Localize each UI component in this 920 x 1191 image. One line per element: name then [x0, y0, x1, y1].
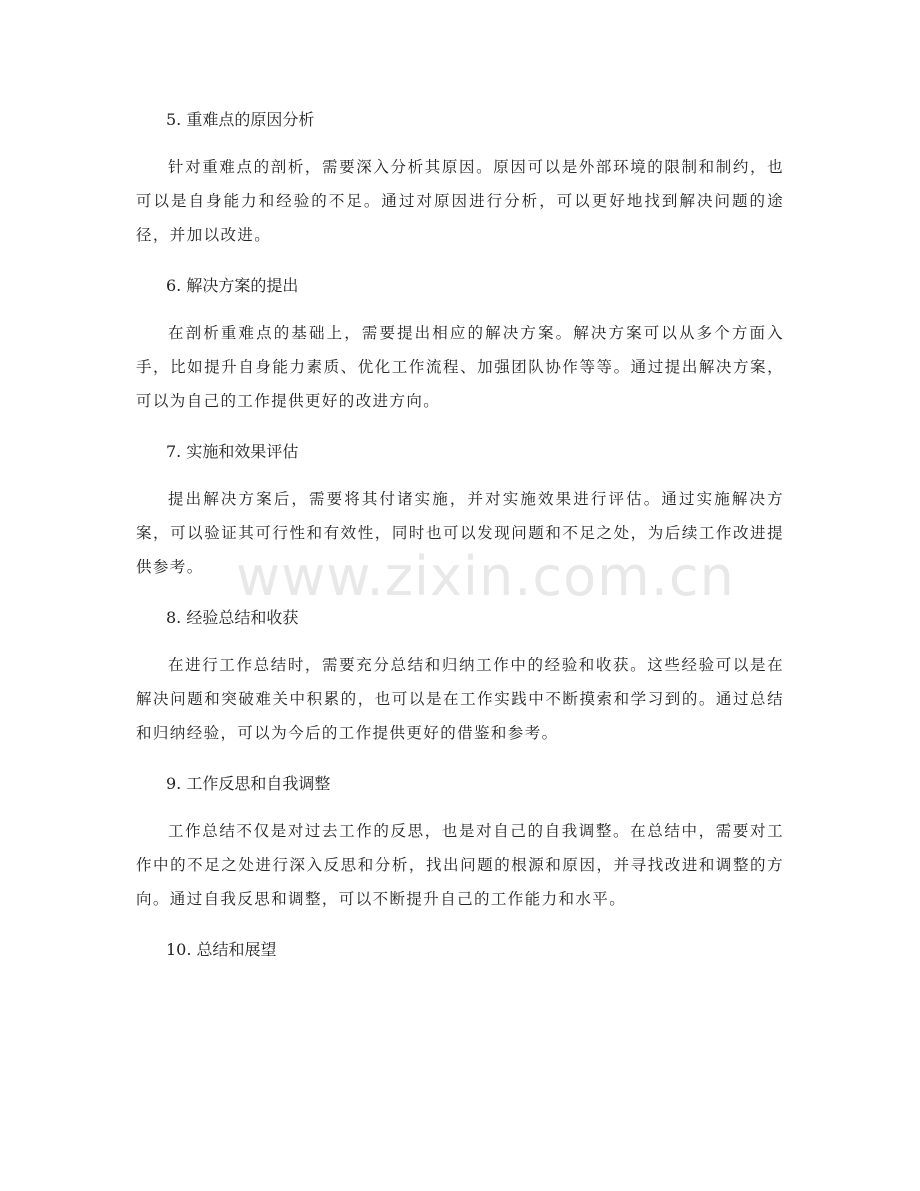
section-paragraph-9: 工作总结不仅是对过去工作的反思，也是对自己的自我调整。在总结中，需要对工作中的不足之处进行深入反思和分析，找出问题的根源和原因，并寻找改进和调整的方向。通过自我反思和调整，可以不断提升自己的工作能力和水平。	[136, 822, 784, 908]
section-heading-7: 7. 实施和效果评估	[166, 442, 299, 461]
section-heading-10: 10. 总结和展望	[166, 940, 277, 959]
section-paragraph-6: 在剖析重难点的基础上，需要提出相应的解决方案。解决方案可以从多个方面入手，比如提升自身能力素质、优化工作流程、加强团队协作等等。通过提出解决方案，可以为自己的工作提供更好的改进方向。	[136, 324, 784, 410]
section-heading-5: 5. 重难点的原因分析	[166, 110, 315, 129]
section-paragraph-7: 提出解决方案后，需要将其付诸实施，并对实施效果进行评估。通过实施解决方案，可以验证其可行性和有效性，同时也可以发现问题和不足之处，为后续工作改进提供参考。	[136, 490, 784, 576]
section-heading-8: 8. 经验总结和收获	[166, 608, 299, 627]
watermark-text: www.zixin.com.cn	[236, 545, 735, 608]
document-body	[136, 104, 784, 980]
section-heading-6: 6. 解决方案的提出	[166, 276, 299, 295]
section-paragraph-5: 针对重难点的剖析，需要深入分析其原因。原因可以是外部环境的限制和制约，也可以是自身能力和经验的不足。通过对原因进行分析，可以更好地找到解决问题的途径，并加以改进。	[136, 158, 784, 244]
section-paragraph-8: 在进行工作总结时，需要充分总结和归纳工作中的经验和收获。这些经验可以是在解决问题和突破难关中积累的，也可以是在工作实践中不断摸索和学习到的。通过总结和归纳经验，可以为今后的工作提供更好的借鉴和参考。	[136, 656, 784, 742]
section-heading-9: 9. 工作反思和自我调整	[166, 774, 331, 793]
